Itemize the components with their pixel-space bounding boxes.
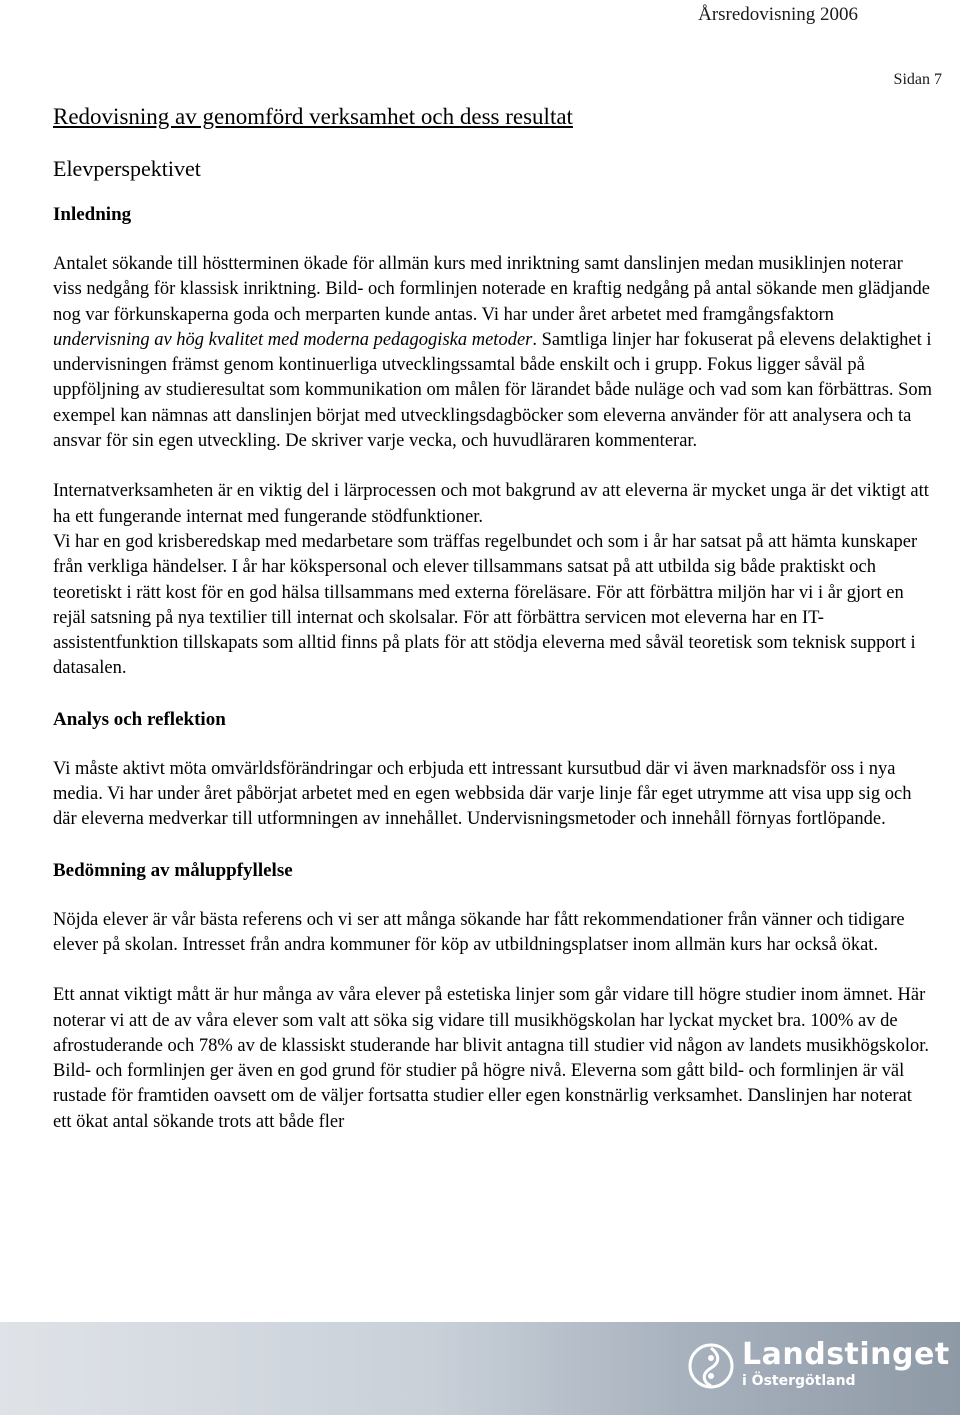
paragraph-bedomning-3: Bild- och formlinjen ger även en god grund för studier på högre nivå. Eleverna som gått bild- och formlinjen är väl rustade för framtiden oavsett om de väljer fortsatta studier eller egen konstnärlig verksamhet. Danslinjen har noterat ett ökat antal sökande trots att både fler	[53, 1061, 912, 1132]
paragraph-bedomning-2: Ett annat viktigt mått är hur många av våra elever på estetiska linjer som går vidare till högre studier inom ämnet. Här noterar vi att de av våra elever som valt att söka sig vidare till musikhögskolan har lyckat mycket bra. 100% av de afrostuderande och 78% av de klassiskt studerande har blivit antagna till studier vid någon av landets musikhögskolor.	[53, 985, 929, 1056]
section-heading-inledning: Inledning	[53, 204, 132, 225]
paragraph-text: . Samtliga linjer har fokuserat på elevens delaktighet i undervisningen främst genom kontinuerliga utvecklingssamtal både enskilt och i grupp. Fokus ligger såväl på uppföljning av studieresultat som kommunikation om målen för lärandet både nuläge och vad som kan förbättras. Som exempel kan nämnas att danslinjen börjat med utvecklingsdagböcker som eleverna använder för att analysera och ta ansvar för sin egen utveckling. De skriver varje vecka, och huvudläraren kommenterar.	[53, 329, 933, 452]
page-number: Sidan 7	[893, 71, 942, 88]
landstinget-logo	[688, 1338, 950, 1394]
paragraph-inledning-3: Vi har en god krisberedskap med medarbetare som träffas regelbundet och som i år har satsat på att hämta kunskaper från verkliga händelser. I år har kökspersonal och elever tillsammans satsat på att utbilda sig både praktiskt och teoretiskt i rätt kost för en god hälsa tillsammans med externa föreläsare. För att förbättra miljön har vi i år gjort en rejäl satsning på nya textilier till internat och skolsalar. För att förbättra servicen mot eleverna har en IT-assistentfunktion tillskapats som alltid finns på plats för att stödja eleverna med såväl teoretisk som teknisk support i datasalen.	[53, 531, 918, 679]
logo-subtitle: i Östergötland	[742, 1373, 856, 1389]
paragraph-inledning-1	[53, 252, 933, 454]
landstinget-emblem-icon	[688, 1338, 734, 1394]
logo-name: Landstinget	[742, 1337, 950, 1372]
section-heading-bedomning: Bedömning av måluppfyllelse	[53, 859, 293, 881]
page-content	[53, 102, 933, 1135]
page-subtitle: Elevperspektivet	[53, 156, 201, 181]
paragraph-text: Antalet sökande till höstterminen ökade för allmän kurs med inriktning samt danslinjen medan musiklinjen noterar viss nedgång för klassisk inriktning. Bild- och formlinjen noterade en kraftig nedgång på antal sökande men glädjande nog var förkunskaperna goda och merparten kunde antas. Vi har under året arbetet med framgångsfaktorn	[53, 254, 930, 325]
paragraph-analys-1: Vi måste aktivt möta omvärldsförändringar och erbjuda ett intressant kursutbud där vi även marknadsför oss i nya media. Vi har under året påbörjat arbetet med en egen webbsida där varje linje får eget utrymme att visa upp sig och där eleverna medverkar till utformningen av innehållet. Undervisningsmetoder och innehåll förnyas fortlöpande.	[53, 758, 912, 830]
section-heading-analys: Analys och reflektion	[53, 708, 226, 730]
paragraph-bedomning-1: Nöjda elever är vår bästa referens och vi ser att många sökande har fått rekommendationer från vänner och tidigare elever på skolan. Intresset från andra kommuner för köp av utbildningsplatser inom allmän kurs har också ökat.	[53, 909, 905, 955]
document-header-title: Årsredovisning 2006	[698, 4, 858, 25]
paragraph-inledning-2: Internatverksamheten är en viktig del i lärprocessen och mot bakgrund av att eleverna är mycket unga är det viktigt att ha ett fungerande internat med fungerande stödfunktioner.	[53, 481, 929, 527]
paragraph-emphasis: undervisning av hög kvalitet med moderna pedagogiska metoder	[53, 329, 533, 350]
page-title: Redovisning av genomförd verksamhet och dess resultat	[53, 104, 573, 129]
